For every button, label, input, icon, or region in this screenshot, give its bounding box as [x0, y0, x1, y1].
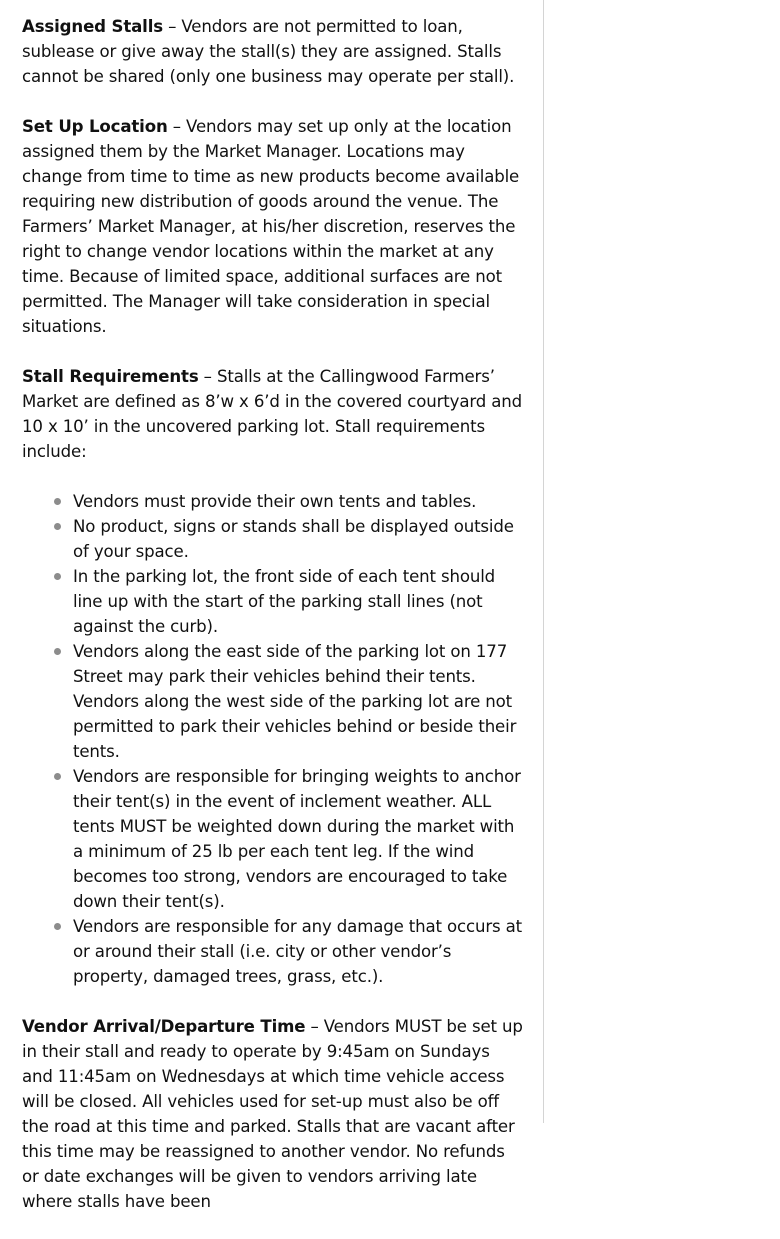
section-body: – Vendors MUST be set up in their stall and ready to operate by 9:45am on Sundays and 11:45am on Wednesdays at which time vehicle access will be closed. All vehicles used for set-up must also be off the road at this time and parked. Stalls that are vacant after this time may be reassigned to another vendor. No refunds or date exchanges will be given to vendors arriving late where stalls have been — [22, 1017, 523, 1211]
section-heading: Assigned Stalls — [22, 17, 163, 36]
list-item: Vendors are responsible for bringing weights to anchor their tent(s) in the event of inclement weather. ALL tents MUST be weighted down during the market with a minimum of 25 lb per each tent leg. If the wind becomes too strong, vendors are encouraged to take down their tent(s). — [73, 764, 525, 914]
section-stall-requirements — [22, 364, 525, 464]
column-divider — [543, 0, 544, 1123]
section-vendor-arrival-departure — [22, 1014, 525, 1214]
section-heading: Stall Requirements — [22, 367, 199, 386]
section-body: – Vendors are not permitted to loan, sublease or give away the stall(s) they are assigned. Stalls cannot be shared (only one business may operate per stall). — [22, 17, 515, 86]
list-item: Vendors are responsible for any damage that occurs at or around their stall (i.e. city or other vendor’s property, damaged trees, grass, etc.). — [73, 914, 525, 989]
section-assigned-stalls — [22, 14, 525, 89]
document-column — [22, 14, 525, 1239]
section-body: – Vendors may set up only at the location assigned them by the Market Manager. Locations may change from time to time as new products become available requiring new distribution of goods around the venue. The Farmers’ Market Manager, at his/her discretion, reserves the right to change vendor locations within the market at any time. Because of limited space, additional surfaces are not permitted. The Manager will take consideration in special situations. — [22, 117, 520, 336]
stall-requirements-list — [22, 489, 525, 989]
list-item: No product, signs or stands shall be displayed outside of your space. — [73, 514, 525, 564]
list-item: In the parking lot, the front side of each tent should line up with the start of the parking stall lines (not against the curb). — [73, 564, 525, 639]
section-heading: Set Up Location — [22, 117, 168, 136]
section-body: – Stalls at the Callingwood Farmers’ Market are defined as 8’w x 6’d in the covered courtyard and 10 x 10’ in the uncovered parking lot. Stall requirements include: — [22, 367, 523, 461]
section-heading: Vendor Arrival/Departure Time — [22, 1017, 306, 1036]
section-set-up-location — [22, 114, 525, 339]
list-item: Vendors along the east side of the parking lot on 177 Street may park their vehicles behind their tents. Vendors along the west side of the parking lot are not permitted to park their vehicles behind or beside their tents. — [73, 639, 525, 764]
list-item: Vendors must provide their own tents and tables. — [73, 489, 525, 514]
